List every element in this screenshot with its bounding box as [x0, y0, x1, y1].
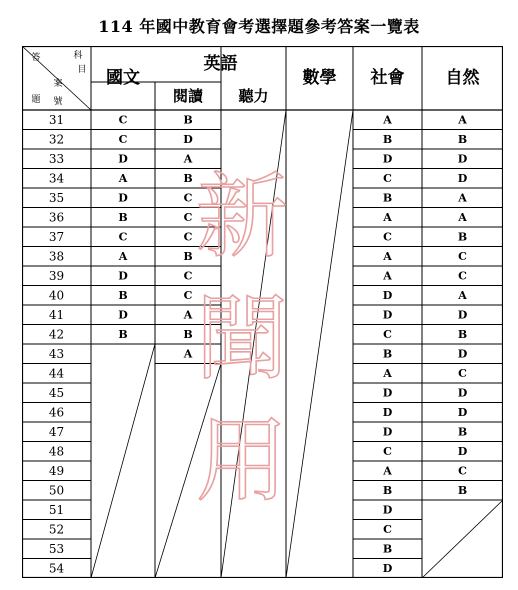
answer-reading: A	[183, 152, 193, 166]
answer-science: D	[457, 444, 468, 458]
answer-social: A	[383, 210, 392, 224]
answer-reading: C	[183, 191, 193, 205]
answer-science: D	[457, 386, 468, 400]
answer-chinese: C	[118, 230, 128, 244]
question-number: 49	[48, 463, 65, 478]
answer-chinese: D	[118, 308, 128, 322]
question-number: 51	[48, 502, 65, 517]
answer-social: B	[382, 132, 393, 146]
header-chinese: 國文	[106, 68, 140, 88]
answer-social: D	[382, 386, 393, 400]
question-number: 53	[48, 541, 65, 556]
corner-label: 目	[77, 65, 87, 75]
document-title: 114 年國中教育會考選擇題參考答案一覽表	[98, 17, 420, 36]
question-number: 52	[48, 522, 65, 537]
answer-social: A	[383, 249, 392, 263]
answer-social: B	[382, 347, 393, 361]
watermark-char: 新	[195, 163, 289, 271]
question-number: 54	[48, 561, 65, 576]
answer-reading: C	[183, 269, 193, 283]
answer-social: C	[383, 327, 392, 341]
answer-science: A	[458, 210, 467, 224]
answer-reading: B	[183, 327, 193, 341]
answer-science: B	[457, 327, 468, 341]
question-number: 39	[48, 268, 65, 283]
header-math: 數學	[302, 68, 337, 88]
answer-social: A	[383, 113, 392, 127]
corner-label: 答	[31, 53, 41, 63]
reading-empty-strike	[155, 364, 221, 579]
corner-label: 號	[53, 97, 63, 107]
corner-label: 題	[31, 95, 41, 105]
answer-social: A	[383, 269, 392, 283]
answer-chinese: B	[118, 327, 128, 341]
answer-science: C	[458, 366, 467, 380]
answer-chinese: B	[118, 288, 128, 302]
answer-social: D	[382, 503, 393, 517]
answer-chinese: A	[118, 249, 128, 263]
table-border	[23, 47, 503, 578]
answer-social: C	[383, 522, 392, 536]
answer-chinese: C	[118, 132, 128, 146]
answer-chinese: D	[118, 152, 128, 166]
question-number: 38	[48, 249, 65, 264]
question-number: 33	[48, 151, 65, 166]
answer-social: D	[382, 405, 393, 419]
listening-empty-strike	[221, 110, 286, 578]
answer-science: A	[458, 288, 467, 302]
answer-reading: B	[183, 249, 193, 263]
answer-science: B	[457, 230, 468, 244]
chinese-empty-strike	[91, 344, 155, 578]
answer-science: D	[457, 171, 468, 185]
answer-reading: B	[183, 113, 193, 127]
question-number: 37	[48, 229, 65, 244]
watermark-char: 用	[195, 407, 289, 515]
answer-social: D	[382, 425, 393, 439]
question-number: 44	[48, 366, 65, 381]
answer-social: C	[383, 230, 392, 244]
question-number: 47	[48, 424, 65, 439]
question-number: 42	[48, 327, 65, 342]
answer-social: D	[382, 561, 393, 575]
answer-reading: A	[183, 308, 193, 322]
answer-social: D	[382, 308, 393, 322]
answer-science: D	[457, 347, 468, 361]
answer-science: D	[457, 405, 468, 419]
answer-science: B	[457, 483, 468, 497]
answer-science: B	[457, 425, 468, 439]
question-number: 31	[48, 112, 65, 127]
answer-chinese: B	[118, 210, 128, 224]
corner-label: 科	[73, 51, 83, 61]
answer-science: A	[458, 191, 467, 205]
answer-reading: D	[183, 132, 193, 146]
answer-reading: C	[183, 230, 193, 244]
answer-science: C	[458, 269, 467, 283]
answer-reading: A	[183, 347, 193, 361]
question-number: 40	[48, 288, 65, 303]
answer-social: B	[382, 191, 393, 205]
question-number: 43	[48, 346, 65, 361]
question-number: 41	[48, 307, 65, 322]
answer-science: D	[457, 308, 468, 322]
question-number: 45	[48, 385, 65, 400]
answer-science: D	[457, 152, 468, 166]
watermark-char: 聞	[195, 285, 289, 393]
answer-science: C	[458, 249, 467, 263]
answer-science: B	[457, 132, 468, 146]
answer-chinese: A	[118, 171, 128, 185]
answer-science: C	[458, 464, 467, 478]
math-empty-strike	[286, 110, 353, 578]
question-number: 36	[48, 210, 65, 225]
answer-social: A	[383, 366, 392, 380]
question-number: 32	[48, 132, 65, 147]
answer-social: D	[382, 152, 393, 166]
header-english: 英語	[203, 54, 238, 74]
answer-social: C	[383, 171, 392, 185]
answer-chinese: C	[118, 113, 128, 127]
answer-chinese: D	[118, 269, 128, 283]
question-number: 35	[48, 190, 65, 205]
answer-reading: C	[183, 288, 193, 302]
question-number: 48	[48, 444, 65, 459]
header-reading: 閱讀	[172, 87, 204, 105]
answer-social: B	[382, 542, 393, 556]
corner-label: 案	[53, 79, 63, 89]
answer-chinese: D	[118, 191, 128, 205]
header-science: 自然	[445, 68, 480, 88]
answer-social: B	[382, 483, 393, 497]
question-number: 50	[48, 483, 65, 498]
question-number: 46	[48, 405, 65, 420]
header-social: 社會	[370, 68, 405, 88]
science-empty-strike	[422, 500, 503, 578]
question-number: 34	[48, 171, 65, 186]
answer-science: A	[458, 113, 467, 127]
answer-social: C	[383, 444, 392, 458]
answer-table	[22, 46, 503, 578]
header-listening: 聽力	[238, 87, 269, 105]
answer-social: A	[383, 464, 392, 478]
answer-reading: B	[183, 171, 193, 185]
answer-social: D	[382, 288, 393, 302]
answer-reading: C	[183, 210, 193, 224]
